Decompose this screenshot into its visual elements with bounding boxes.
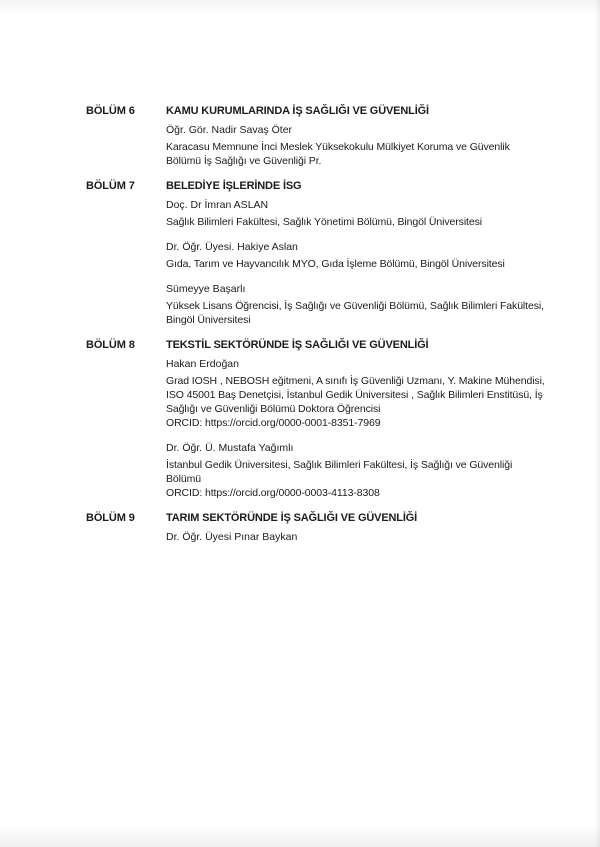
- chapter-9: [86, 511, 546, 544]
- author-orcid: ORCID: https://orcid.org/0000-0001-8351-7969: [166, 417, 381, 429]
- author-affiliation: Yüksek Lisans Öğrencisi, İş Sağlığı ve Güvenliği Bölümü, Sağlık Bilimleri Fakültesi, Bingöl Üniversitesi: [166, 300, 544, 326]
- author-affiliation: Gıda, Tarım ve Hayvancılık MYO, Gıda İşleme Bölümü, Bingöl Üniversitesi: [166, 258, 505, 270]
- chapter-label: BÖLÜM 9: [86, 512, 135, 524]
- chapter-label: BÖLÜM 7: [86, 180, 135, 192]
- author-affiliation: İstanbul Gedik Üniversitesi, Sağlık Bilimleri Fakültesi, İş Sağlığı ve Güvenliği Bölümü: [166, 459, 513, 485]
- chapter-title: BELEDİYE İŞLERİNDE İSG: [166, 180, 302, 192]
- chapter-label: BÖLÜM 8: [86, 339, 135, 351]
- chapter-label: BÖLÜM 6: [86, 105, 135, 117]
- author-entry: [166, 530, 546, 544]
- author-affiliation: Grad IOSH , NEBOSH eğitmeni, A sınıfı İş Güvenliği Uzmanı, Y. Makine Mühendisi, ISO 45001 Baş Denetçisi, İstanbul Gedik Üniversitesi , Sağlık Bilimleri Enstitüsü, İş Sağlığı ve Güvenliği Bölümü Doktora Öğrencisi: [166, 375, 545, 415]
- author-name: Doç. Dr İmran ASLAN: [166, 199, 269, 211]
- author-entry: [166, 441, 546, 500]
- chapter-7: [86, 179, 546, 327]
- chapter-6: [86, 104, 546, 168]
- author-affiliation: Sağlık Bilimleri Fakültesi, Sağlık Yönetimi Bölümü, Bingöl Üniversitesi: [166, 216, 483, 228]
- chapter-title: TEKSTİL SEKTÖRÜNDE İŞ SAĞLIĞI VE GÜVENLİĞİ: [166, 339, 429, 351]
- author-name: Dr. Öğr. Üyesi. Hakiye Aslan: [166, 241, 298, 253]
- author-name: Dr. Öğr. Üyesi Pınar Baykan: [166, 531, 298, 543]
- author-name: Dr. Öğr. Ü. Mustafa Yağımlı: [166, 442, 294, 454]
- chapter-8: [86, 338, 546, 500]
- author-name: Öğr. Gör. Nadir Savaş Öter: [166, 124, 293, 136]
- author-entry: [166, 282, 546, 327]
- author-entry: [166, 357, 546, 430]
- author-entry: [166, 123, 546, 168]
- author-name: Hakan Erdoğan: [166, 358, 239, 370]
- author-name: Sümeyye Başarlı: [166, 283, 246, 295]
- author-entry: [166, 240, 546, 271]
- table-of-contents: [86, 104, 546, 555]
- chapter-title: TARIM SEKTÖRÜNDE İŞ SAĞLIĞI VE GÜVENLİĞİ: [166, 512, 418, 524]
- author-affiliation: Karacasu Memnune İnci Meslek Yüksekokulu Mülkiyet Koruma ve Güvenlik Bölümü İş Sağlığı ve Güvenliği Pr.: [166, 141, 510, 167]
- chapter-title: KAMU KURUMLARINDA İŞ SAĞLIĞI VE GÜVENLİĞİ: [166, 105, 429, 117]
- author-entry: [166, 198, 546, 229]
- author-orcid: ORCID: https://orcid.org/0000-0003-4113-8308: [166, 487, 380, 499]
